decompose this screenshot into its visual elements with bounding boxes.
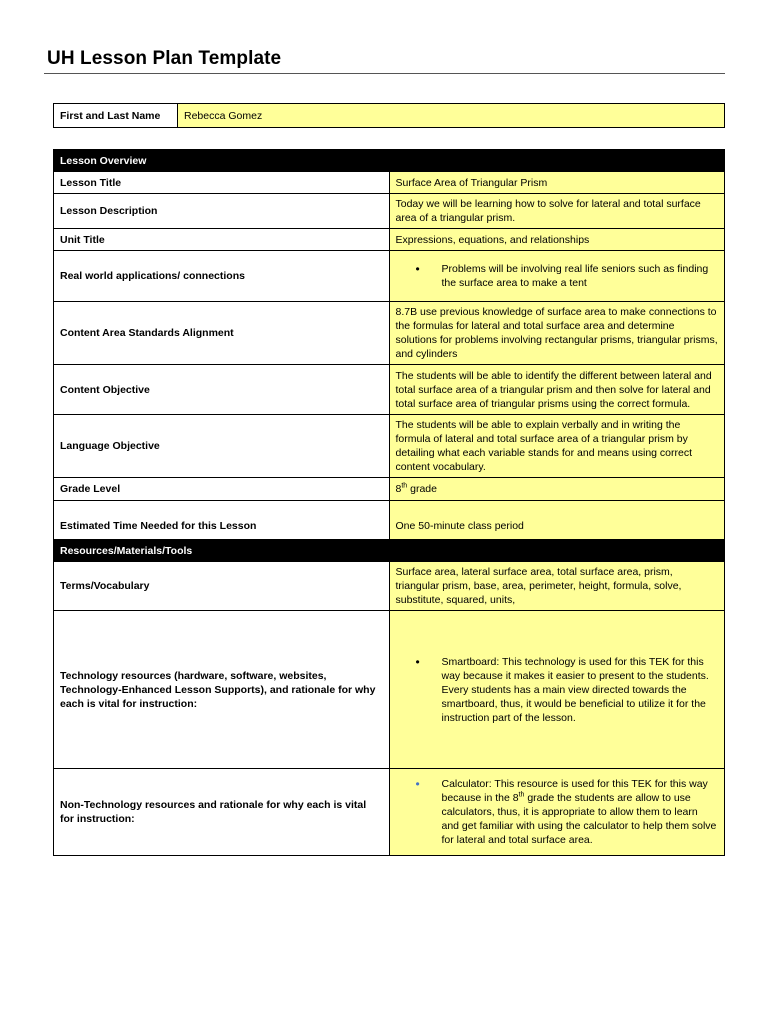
lesson-overview-table <box>53 149 725 552</box>
lesson-overview-header: Lesson Overview <box>54 150 725 172</box>
bullet-icon: • <box>415 777 420 791</box>
content-objective-value: The students will be able to identify the different between lateral and total surface area of a triangular prism and then solve for lateral and total surface area of triangular prisms using the correct formula. <box>389 365 725 415</box>
name-table <box>53 103 725 128</box>
unit-title-label: Unit Title <box>54 229 390 251</box>
technology-resources-value <box>389 611 725 769</box>
grade-level-label: Grade Level <box>54 478 390 501</box>
real-world-bullet-item <box>396 262 719 290</box>
real-world-label: Real world applications/ connections <box>54 251 390 302</box>
bullet-icon: • <box>415 262 420 276</box>
lesson-title-value: Surface Area of Triangular Prism <box>389 172 725 194</box>
language-objective-label: Language Objective <box>54 415 390 478</box>
name-value: Rebecca Gomez <box>178 104 725 128</box>
language-objective-value: The students will be able to explain verbally and in writing the formula of lateral and total surface area of a triangular prism by detailing what each variable stands for and means using correct content vocabulary. <box>389 415 725 478</box>
page-title: UH Lesson Plan Template <box>47 48 282 69</box>
lesson-description-value: Today we will be learning how to solve for lateral and total surface area of a triangular prism. <box>389 194 725 229</box>
estimated-time-value: One 50-minute class period <box>389 501 725 552</box>
technology-bullet-item <box>396 655 719 725</box>
real-world-text: Problems will be involving real life seniors such as finding the surface area to make a tent <box>441 263 709 289</box>
content-objective-label: Content Objective <box>54 365 390 415</box>
non-technology-text: Calculator: This resource is used for this TEK for this way because in the 8th grade the students are allow to use calculators, thus, it is appropriate to allow them to learn and get familiar with using the calculator to help them solve for lateral and total surface area. <box>441 778 717 846</box>
standards-label: Content Area Standards Alignment <box>54 302 390 365</box>
bullet-icon: • <box>415 654 420 669</box>
name-label: First and Last Name <box>54 104 178 128</box>
terms-label: Terms/Vocabulary <box>54 562 390 611</box>
lesson-description-label: Lesson Description <box>54 194 390 229</box>
real-world-value <box>389 251 725 302</box>
technology-resources-label: Technology resources (hardware, software, websites, Technology-Enhanced Lesson Supports), and rationale for why each is vital for instruction: <box>54 611 390 769</box>
terms-value: Surface area, lateral surface area, total surface area, prism, triangular prism, base, area, perimeter, height, formula, solve, substitute, squared, units, <box>389 562 725 611</box>
standards-value: 8.7B use previous knowledge of surface area to make connections to the formulas for lateral and total surface area and determine solutions for problems involving rectangular prisms, triangular prisms, and cylinders <box>389 302 725 365</box>
lesson-title-label: Lesson Title <box>54 172 390 194</box>
non-technology-bullet-item <box>396 777 719 847</box>
non-technology-value <box>389 769 725 856</box>
resources-header: Resources/Materials/Tools <box>54 540 725 562</box>
non-technology-label: Non-Technology resources and rationale for why each is vital for instruction: <box>54 769 390 856</box>
estimated-time-label: Estimated Time Needed for this Lesson <box>54 501 390 552</box>
grade-level-value: 8th grade <box>389 478 725 501</box>
unit-title-value: Expressions, equations, and relationships <box>389 229 725 251</box>
title-divider <box>44 73 725 74</box>
technology-text: Smartboard: This technology is used for this TEK for this way because it makes it easier to present to the students. Every students has a main view directed towards the smartboard, thus, it would be beneficial to utilize it for the instruction part of the lesson. <box>441 655 709 724</box>
resources-table <box>53 539 725 856</box>
